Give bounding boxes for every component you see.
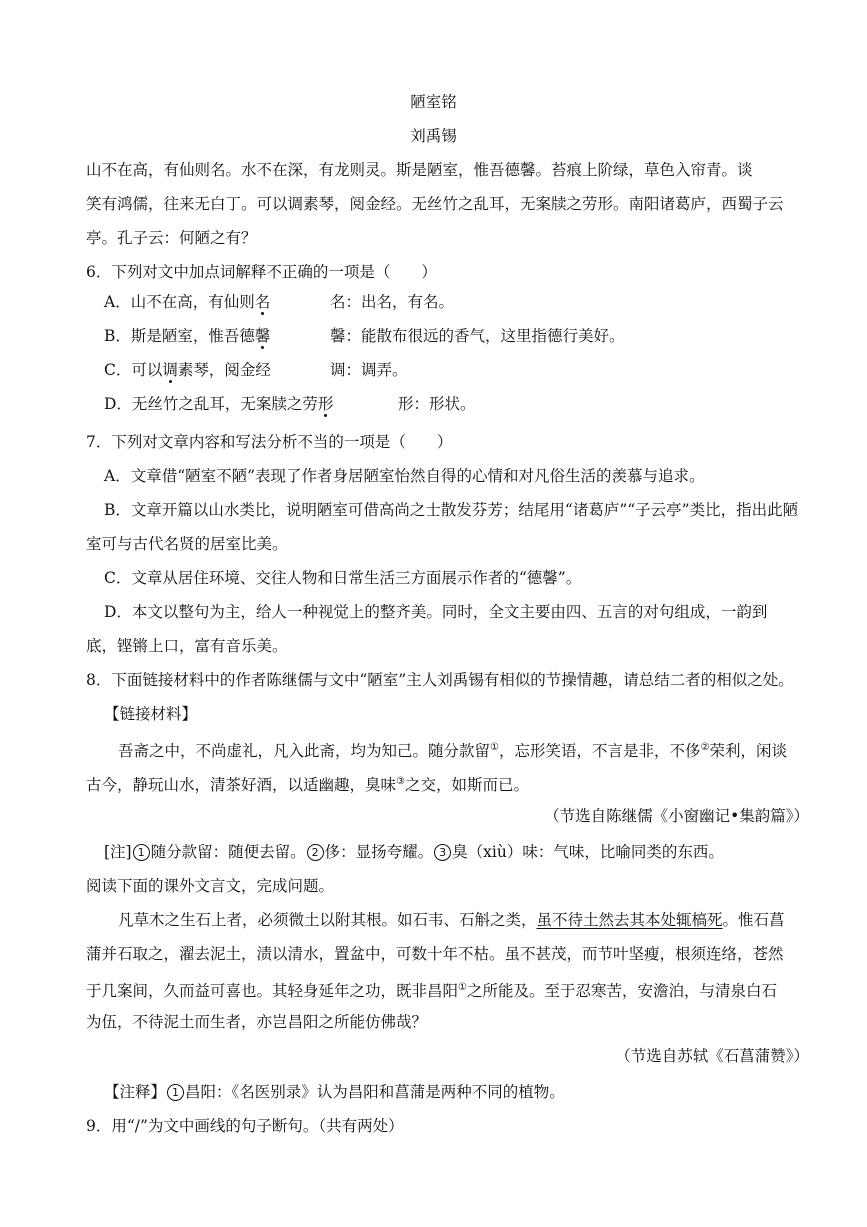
passage-title: 陋室铭 (410, 93, 457, 111)
q8-material-source: （节选自陈继儒《小窗幽记•集韵篇》） (544, 807, 809, 825)
q8-material-line-1 (118, 738, 787, 761)
q6-option-b-dotted-word: 馨 (254, 327, 271, 345)
circled-number-1: 1 (133, 844, 150, 861)
q8-note-2: 侈：显扬夸耀。 (324, 843, 434, 861)
q6-option-a-dotted-word: 名 (254, 293, 271, 311)
circled-number-1: 1 (167, 1084, 184, 1101)
q6-option-d-explanation: 形：形状。 (398, 395, 476, 413)
circled-number-2: 2 (307, 844, 324, 861)
reading-notes-label: 【注释】 (104, 1083, 167, 1101)
reading-line-1 (118, 910, 785, 930)
passage-line-3: 亭。孔子云：何陋之有？ (86, 229, 257, 247)
q8-material-text: 吾斋之中，不尚虚礼，凡入此斋，均为知己。随分款留 (118, 742, 491, 760)
question-8-stem: 8．下面链接材料中的作者陈继儒与文中“陋室”主人刘禹锡有相似的节操情趣，请总结二者的相似之处。 (86, 671, 794, 689)
reading-line-2: 蒲并石取之，濯去泥土，渍以清水，置盆中，可数十年不枯。虽不甚茂，而节叶坚瘦，根须连络，苍然 (86, 945, 784, 963)
reading-footnote-mark-1: ① (458, 982, 467, 993)
q7-option-b-line-1: B．文章开篇以山水类比，说明陋室可借高尚之士散发芬芳；结尾用“诸葛庐”“子云亭”类比，指出此陋 (104, 501, 799, 519)
passage-line-1: 山不在高，有仙则名。水不在深，有龙则灵。斯是陋室，惟吾德馨。苔痕上阶绿，草色入帘青。谈 (86, 161, 753, 179)
q6-option-d (104, 394, 333, 414)
reading-text: 凡草木之生石上者，必须微土以附其根。如石韦、石斛之类， (118, 911, 537, 929)
reading-intro: 阅读下面的课外文言文，完成问题。 (86, 877, 335, 895)
reading-underlined-sentence: 虽不待土然去其本处辄槁死 (536, 911, 723, 929)
q6-option-c-dotted-word: 调 (162, 361, 178, 379)
q6-option-c-text: C．可以 (104, 361, 163, 379)
q7-option-a: A．文章借“陋室不陋”表现了作者身居陋室怡然自得的心情和对凡俗生活的羡慕与追求。 (104, 467, 705, 485)
q8-note-3: 臭（xiù）味：气味，比喻同类的东西。 (452, 843, 724, 861)
q8-notes-prefix: [注] (104, 843, 132, 861)
reading-text: 之所能及。至于忍寒苦，安澹泊，与清泉白石 (466, 982, 777, 1000)
q7-option-b-line-2: 室可与古代名贤的居室比美。 (86, 535, 288, 553)
q6-option-d-text: D．无丝竹之乱耳，无案牍之劳 (104, 395, 318, 413)
q8-note-1: 随分款留：随便去留。 (150, 843, 306, 861)
q6-option-a (104, 292, 270, 312)
q7-option-d-line-2: 底，铿锵上口，富有音乐美。 (86, 637, 288, 655)
reading-source: （节选自苏轼《石菖蒲赞》） (615, 1047, 809, 1065)
q8-footnote-mark-2: ② (700, 742, 710, 753)
question-6-stem: 6．下列对文中加点词解释不正确的一项是（ ） (86, 263, 437, 281)
q8-material-text: 之交，如斯而已。 (404, 776, 529, 794)
q8-material-text: 荣利，闲谈 (709, 742, 787, 760)
reading-text: 。惟石菖 (722, 911, 785, 929)
q8-material-text: 古今，静玩山水，清茶好酒，以适幽趣，臭味 (86, 776, 397, 794)
reading-line-4: 为伍，不待泥土而生者，亦岂昌阳之所能仿佛哉？ (86, 1013, 428, 1031)
q6-option-a-text: A．山不在高，有仙则 (104, 293, 255, 311)
reading-text: 于几案间，久而益可喜也。其轻身延年之功，既非昌阳 (86, 982, 459, 1000)
q8-footnote-mark-3: ③ (396, 776, 405, 787)
reading-line-3 (86, 978, 777, 1001)
q7-option-d-line-1: D．本文以整句为主，给人一种视觉上的整齐美。同时，全文主要由四、五言的对句组成，一韵到 (104, 603, 768, 621)
q6-option-b-text: B．斯是陋室，惟吾德 (104, 327, 255, 345)
q6-option-a-explanation: 名：出名，有名。 (330, 293, 455, 311)
question-7-stem: 7．下列对文章内容和写法分析不当的一项是（ ） (86, 433, 453, 451)
reading-note-1: 昌阳：《名医别录》认为昌阳和菖蒲是两种不同的植物。 (185, 1083, 565, 1101)
q6-option-c-text-tail: 素琴，阅金经 (177, 361, 271, 379)
q8-footnote-mark-1: ① (490, 742, 499, 753)
q6-option-d-dotted-word: 形 (317, 395, 334, 413)
q8-material-line-2 (86, 772, 529, 795)
passage-author: 刘禹锡 (410, 127, 457, 145)
reading-notes (104, 1082, 565, 1102)
q8-notes (104, 842, 724, 862)
q7-option-c: C．文章从居住环境、交往人物和日常生活三方面展示作者的“德馨”。 (104, 569, 582, 587)
q8-material-label: 【链接材料】 (104, 705, 198, 723)
question-9-stem: 9．用“/”为文中画线的句子断句。（共有两处） (86, 1117, 404, 1135)
passage-line-2: 笑有鸿儒，往来无白丁。可以调素琴，阅金经。无丝竹之乱耳，无案牍之劳形。南阳诸葛庐，西蜀子云 (86, 195, 784, 213)
q6-option-b (104, 326, 270, 346)
q6-option-b-explanation: 馨：能散布很远的香气，这里指德行美好。 (330, 327, 625, 345)
circled-number-3: 3 (434, 844, 451, 861)
q6-option-c (104, 360, 271, 380)
q6-option-c-explanation: 调：调弄。 (330, 361, 408, 379)
q8-material-text: ，忘形笑语，不言是非，不侈 (498, 742, 701, 760)
